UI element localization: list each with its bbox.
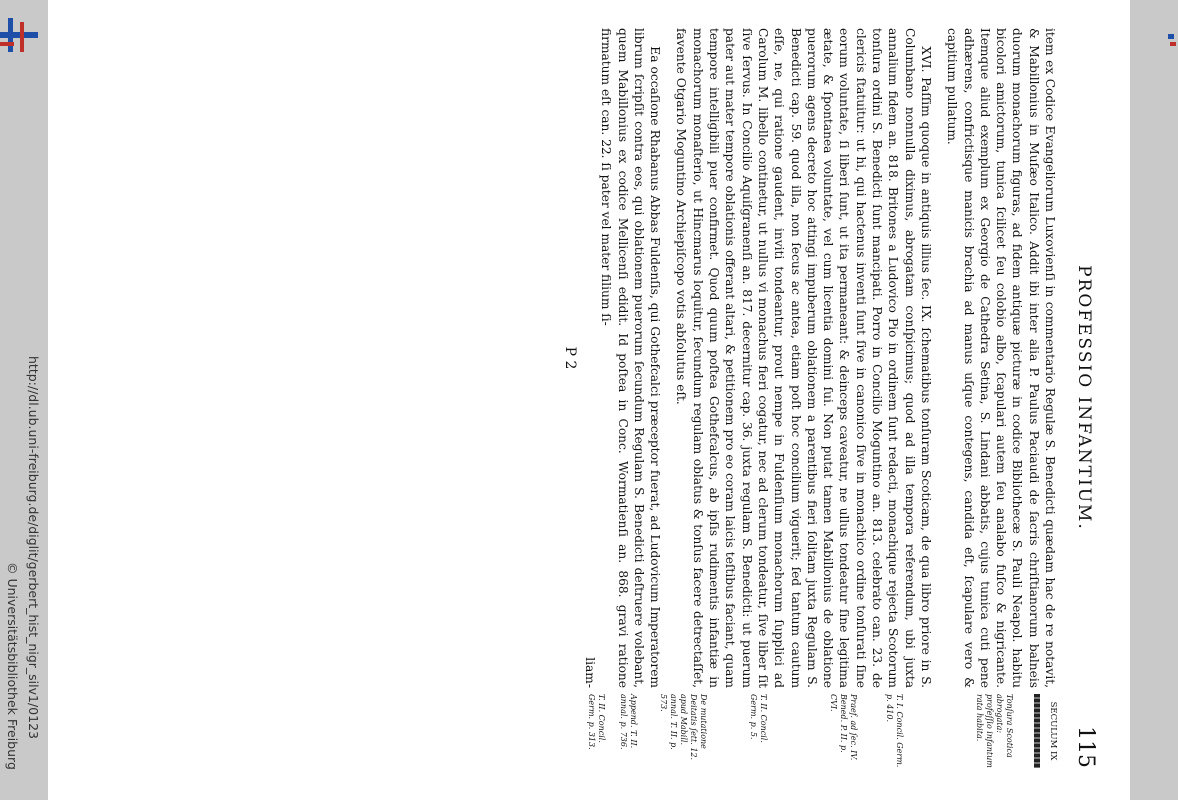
margin-notes-column: [561, 694, 1058, 768]
catchword: liam-: [582, 657, 597, 688]
ornamental-rule: [1034, 694, 1040, 768]
margin-note: T. II. Concil. Germ. p. 313.: [587, 694, 606, 750]
margin-note: Tonſura Scotica abrogata: profeſſio infantum rata habita.: [975, 694, 1014, 768]
signature-mark: P 2: [561, 346, 578, 370]
page-content-rotated: [218, 28, 1098, 768]
viewer-right-strip: [1130, 0, 1178, 800]
margin-note: Praef. ad ſec. IV. Bened. P. II. p. CVI.: [829, 694, 858, 761]
margin-note-seculum: SECULUM IX: [1048, 701, 1058, 761]
library-logo-icon: [0, 18, 40, 58]
margin-note: T. II. Concil. Germ. p. 5.: [749, 694, 768, 743]
main-text-column: [561, 28, 1058, 688]
margin-note: T. I. Concil. Germ. p. 410.: [885, 694, 904, 768]
running-head: [1058, 28, 1098, 768]
viewer-left-strip: [0, 0, 48, 800]
paragraph: item ex Codice Evangeliorum Luxovienſi in commentario Regulæ S. Benedicti quædam hac de re notavit, & Mabillonius in Muſæo Italico. Addit ibi inter alia P. Paulus Paciaudi de ſacris chriſtianorum balneis duorum monachorum figuras, ad fidem antiquæ picturæ in codice Bibliothecæ S. Pauli Neapol. habitu bicolori amictorum, tunica ſcilicet ſeu colobio albo, ſcapulari autem ſeu analabo fuſco & nigricante. Itemque aliud exemplum ex Georgio de Cathedra Setina, S. Lindani abbatis, cujus tunica cuti pene adhærens, confrictisque manicis brachia ad manus uſque contegens, candida eſt, ſcapulare vero & capitium pullatum.: [945, 28, 1057, 688]
margin-note: De mutatione Deitatis ſett. 12. apud Mabill. annal. T. II. p. 573.: [659, 694, 708, 761]
copyright-text: © Universitätsbibliothek Freiburg: [5, 562, 20, 770]
margin-note: Append. T. II. annal. p. 736.: [619, 694, 638, 750]
paragraph: XVI. Paſſim quoque in antiquis illius ſec. IX. ſchematibus tonſuram Scoticam, de qua libro priore in S. Columbano nonnulla diximus, abrogatam conſpicimus; quod ad illa tempora referendum, ubi juxta annalium fidem an. 818. Britones a Ludovico Pio in ordinem ſunt redacti, monachique rejecta Scotorum tonſura ordini S. Benedicti ſunt mancipati. Porro in Concilio Moguntino an. 813. celebrato can. 23. de clericis ſtatuitur: ut hi, qui hactenus inventi ſunt ſive in canonico ſive in monachico ordine tonſurati ſine eorum voluntate, ſi liberi ſunt, ut ita permaneant: & deinceps caveatur, ne ullus tondeatur ſine legitima ætate, & ſpontanea voluntate, vel cum licentia domini ſui. Non putat tamen Mabillonius de oblatione puerorum agens decreto hoc attingi impuberum oblationem a parentibus fieri ſolitam juxta Regulam S. Benedicti cap. 59. quod illa, non ſecus ac antea, etiam poſt hoc concilium viguerit; ſed tantum cautum eſſe, ne, qui ratione gaudent, inviti tondeantur, prout nempe in Fuldenſium monachorum ſupplici ad Carolum M. libello continetur, ut nullus vi monachus fieri cogatur, nec ad clerum tondeatur, ſive liber ſit ſive ſervus. In Concilio Aquiſgranenſi an. 817. decernitur cap. 36. juxta regulam S. Benedicti: ut puerum pater aut mater tempore oblationis offerant altari, & petitionem pro eo coram laicis teſtibus faciant, quam tempore intelligibili puer confirmet. Quod quum poſtea Gothefcalcus, ab ipſis rudimentis infantiæ in monachorum monaſterio, ut Hincmarus loquitur, ſecundum regulam oblatus & tonſus facere detrectaſſet, favente Otgario Moguntino Archiepiſcopo votis abſolutus eſt.: [674, 28, 933, 688]
permalink-text[interactable]: http://dl.ub.uni-freiburg.de/diglit/gerbert_hist_nigr_silv1/0123: [26, 356, 41, 739]
page-body: [561, 28, 1058, 768]
scanned-page: [48, 0, 1130, 800]
running-title: PROFESSIO INFANTIUM.: [1074, 265, 1094, 531]
paragraph: Ea occaſione Rhabanus Abbas Fuldenſis, qui Gothefcalci præceptor fuerat, ad Ludovicum Imperatorem librum ſcripſit contra eos, qui oblationem puerorum ſecundum Regulam S. Benedicti deſtruere volebant, quem Mabillonius ex codice Mellicenſi edidit. Id poſtea in Conc. Wormatienſi an. 868. gravi ratione firmatum eſt can. 22. ſi pater vel mater filium ſi-: [599, 28, 663, 688]
page-number: 115: [1073, 726, 1098, 768]
library-logo-icon: [1130, 18, 1178, 58]
